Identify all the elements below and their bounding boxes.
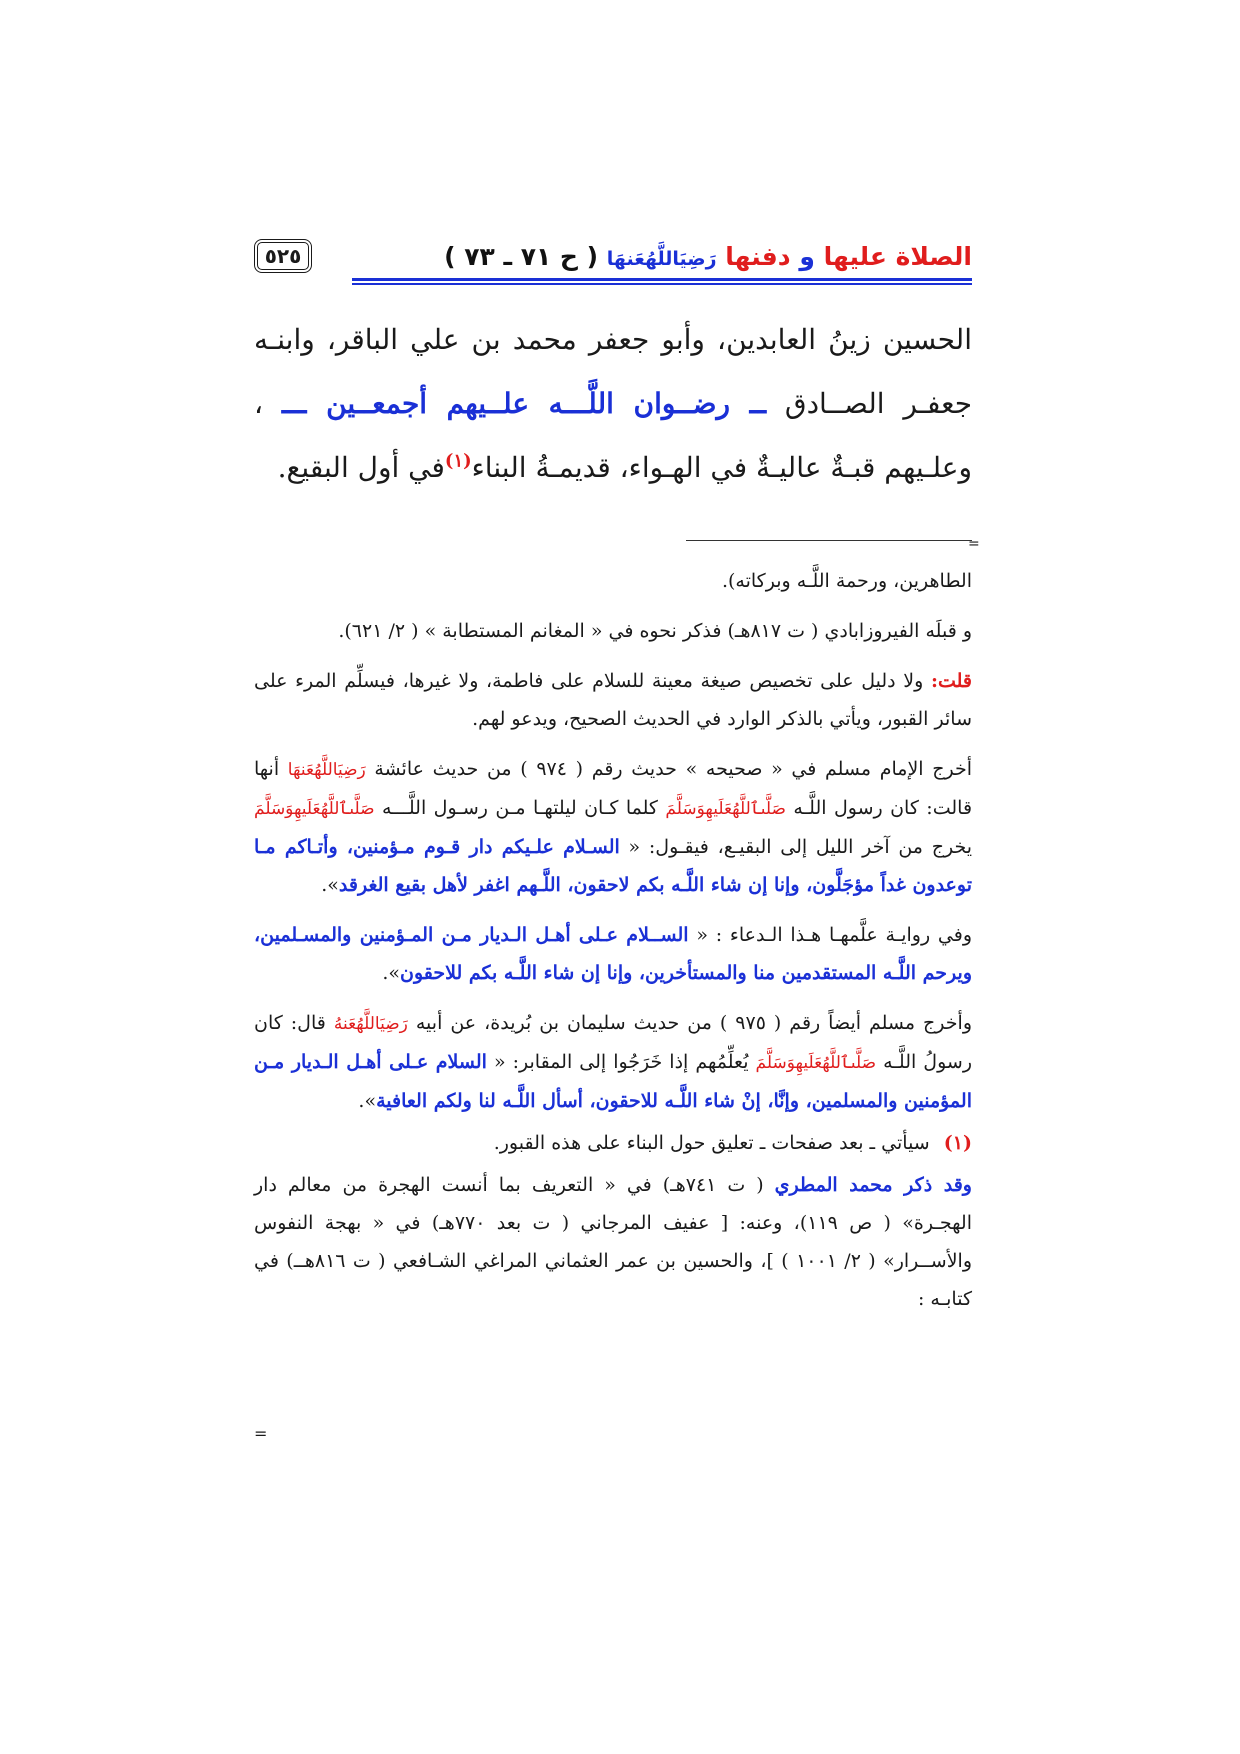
honorific-radiya: رَضِيَاللَّهُعَنهُ: [333, 1014, 408, 1034]
main-line3-start: البناء: [471, 451, 527, 484]
footnote-2: [254, 1166, 972, 1318]
main-text: [254, 308, 972, 500]
p4-text-d: يخرج من آخر الليل إلى البقيـع، فيقـول: «: [628, 836, 973, 858]
footnote-p6: [254, 1004, 972, 1120]
page-number: ٥٢٥: [254, 239, 312, 273]
footnote-number[interactable]: (١): [943, 1132, 972, 1154]
honorific-salla: صَلَّىٱللَّهُعَلَيهِوَسَلَّمَ: [755, 1053, 877, 1073]
p6-text-b: قال: كان رسولُ اللَّـه: [254, 1012, 973, 1073]
end-continuation-mark: =: [254, 1424, 268, 1443]
main-line1: الحسين زينُ العابدين، وأبو جعفر محمد بن علي الباقر، وابنـه جعفـر الصــادق: [254, 323, 972, 420]
p4-text-b: أنها قالت: كان رسول اللَّـه: [254, 758, 973, 819]
qultu-label: قلت:: [930, 670, 973, 692]
honorific-radiya: رَضِيَاللَّهُعَنهَا: [287, 760, 366, 780]
honorific-salla: صَلَّىٱللَّهُعَلَيهِوَسَلَّمَ: [665, 799, 786, 819]
hadith-quote: السلام عـلى أهـل الـديار مـن المؤمنين والمسلمين، وإنَّا، إنْ شاء اللَّـه للاحقون، أسأل اللَّـه لنا ولكم العافية: [254, 1051, 972, 1112]
footnote-2-text: ( ت ٧٤١هـ) في « التعريف بما أنست الهجرة من معالم دار الهجـرة» ( ص ١١٩)، وعنه: [ عفيف المرجاني ( ت بعد ٧٧٠هـ) في « بهجة النفوس والأســرار» ( ٢/ ١٠٠١ ) ]، والحسين بن عمر العثماني المراغي الشـافعي ( ت ٨١٦هــ) في كتابـه :: [254, 1174, 973, 1310]
continuation-mark: =: [968, 536, 980, 552]
header-title-part1: الصلاة عليها: [823, 241, 972, 271]
footnote-p1: الطاهرين، ورحمة اللَّـه وبركاته).: [721, 570, 972, 592]
p5-text-a: وفي روايـة علَّمهـا هـذا الـدعاء : «: [696, 924, 973, 946]
footnote-p5: [254, 916, 972, 992]
header-rule: [352, 278, 972, 285]
honorific-salla: صَلَّىٱللَّهُعَلَيهِوَسَلَّمَ: [254, 799, 375, 819]
main-line3-end: في أول البقيع.: [277, 451, 445, 484]
hadith-quote: السـلام علـيكم دار قـوم مـؤمنين، وأتـاكم مـا توعدون غداً مؤجَلَّون، وإنا إن شاء اللَّـه بكم لاحقون، اللَّـهم اغفر لأهل بقيع الغرقد: [254, 836, 972, 896]
footnote-p3-text: ولا دليل على تخصيص صيغة معينة للسلام على فاطمة، ولا غيرها، فيسلِّم المرء على سائر القبور، ويأتي بالذكر الوارد في الحديث الصحيح، ويدعو لهم.: [254, 670, 972, 730]
p6-text-c: يُعلِّمُهم إذا خَرَجُوا إلى المقابر: «: [493, 1051, 749, 1073]
header-ref: ( ح ٧١ ـ ٧٣ ): [444, 241, 599, 271]
main-line2-rest: ، وعلـيهم قبـةٌ عاليـةٌ في الهـواء، قديمـةُ: [254, 387, 972, 484]
footnote-p4: [254, 750, 972, 904]
header-title-part2: و: [799, 241, 815, 271]
footnote-p3: [254, 662, 972, 738]
header-honorific: رَضِيَاللَّهُعَنهَا: [606, 247, 717, 270]
footnote-2-bold: وقد ذكر محمد المطري: [774, 1174, 972, 1196]
p4-end: ».: [321, 874, 339, 896]
hadith-quote: الســلام عـلى أهـل الـديار مـن المـؤمنين والمسـلمين، ويرحم اللَّـه المستقدمين منا والمستأخرين، وإنا إن شاء اللَّـه بكم للاحقون: [254, 924, 972, 984]
footnote-separator: [686, 540, 972, 541]
footnote-1: [254, 1124, 972, 1162]
footnote-p2: و قبلَه الفيروزابادي ( ت ٨١٧هـ) فذكر نحوه في « المغانم المستطابة » ( ٢/ ٦٢١).: [338, 620, 972, 642]
footnotes: [254, 562, 972, 1330]
main-blue-phrase: ــ رضــوان اللَّـــه علــيهم أجمعــين ـــ: [281, 387, 767, 420]
p4-text-c: كلما كـان ليلتهـا مـن رسـول اللَّـــه: [382, 797, 658, 819]
p6-text-a: وأخرج مسلم أيضاً رقم ( ٩٧٥ ) من حديث سليمان بن بُريدة، عن أبيه: [415, 1012, 972, 1034]
footnote-marker[interactable]: (١): [444, 450, 472, 472]
header-title: [444, 242, 972, 271]
footnote-1-text: سيأتي ـ بعد صفحات ـ تعليق حول البناء على هذه القبور.: [493, 1132, 930, 1154]
header-title-part3: دفنها: [725, 241, 791, 271]
p5-end: ».: [382, 962, 400, 984]
running-header: [254, 236, 972, 276]
p6-end: ».: [358, 1090, 377, 1112]
p4-text-a: أخرج الإمام مسلم في « صحيحه » حديث رقم ( ٩٧٤ ) من حديث عائشة: [374, 758, 972, 780]
main-paragraph: [254, 308, 972, 500]
